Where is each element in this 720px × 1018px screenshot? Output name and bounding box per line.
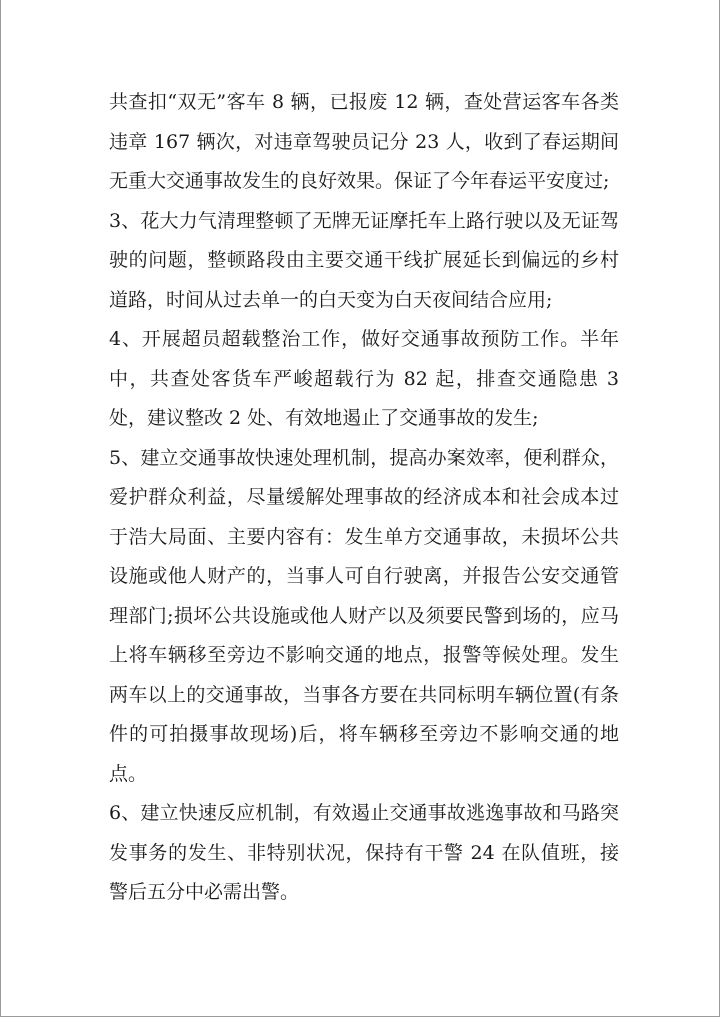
- paragraph-continuation: 共查扣“双无”客车 8 辆，已报废 12 辆，查处营运客车各类违章 167 辆次，对违章驾驶员记分 23 人，收到了春运期间无重大交通事故发生的良好效果。保证了今年春运平安度过;: [109, 91, 619, 192]
- paragraph-item-4: 4、开展超员超载整治工作，做好交通事故预防工作。半年中，共查处客货车严峻超载行为 82 起，排查交通隐患 3 处，建议整改 2 处、有效地遏止了交通事故的发生;: [109, 328, 619, 429]
- paragraph-item-5: 5、建立交通事故快速处理机制，提高办案效率，便利群众，爱护群众利益，尽量缓解处理事故的经济成本和社会成本过于浩大局面、主要内容有：发生单方交通事故，未损坏公共设施或他人财产的，当事人可自行驶离，并报告公安交通管理部门;损坏公共设施或他人财产以及须要民警到场的，应马上将车辆移至旁边不影响交通的地点，报警等候处理。发生两车以上的交通事故，当事各方要在共同标明车辆位置(有条件的可拍摄事故现场)后，将车辆移至旁边不影响交通的地点。: [109, 446, 619, 785]
- paragraph-item-6: 6、建立快速反应机制，有效遏止交通事故逃逸事故和马路突发事务的发生、非特别状况，保持有干警 24 在队值班，接警后五分中必需出警。: [109, 802, 619, 903]
- paragraph-item-3: 3、花大力气清理整顿了无牌无证摩托车上路行驶以及无证驾驶的问题，整顿路段由主要交通干线扩展延长到偏远的乡村道路，时间从过去单一的白天变为白天夜间结合应用;: [109, 209, 619, 311]
- document-body: [109, 83, 619, 913]
